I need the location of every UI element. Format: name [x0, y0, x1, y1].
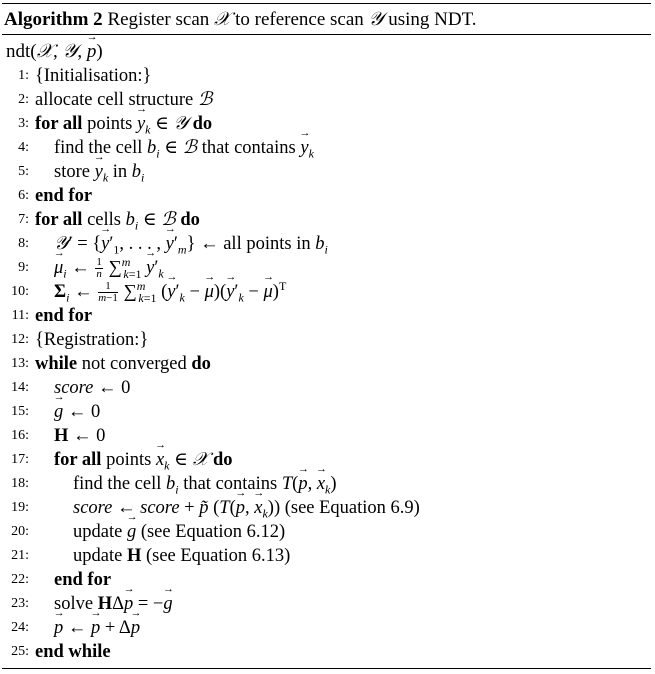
algo-line-19	[2, 496, 651, 520]
function-signature: ndt(𝒳, 𝒴, → p)	[6, 39, 103, 63]
algo-line-20	[2, 520, 651, 544]
algo-line-12	[2, 328, 651, 352]
algo-line-15	[2, 400, 651, 424]
line-text: end for	[35, 306, 93, 326]
line-text: find the cell $b_i$ that contains T(→ p, → $x_k$)	[73, 472, 337, 496]
algo-line-3	[2, 112, 651, 136]
line-number: 1:	[18, 68, 29, 83]
algo-line-18	[2, 472, 651, 496]
algo-line-13	[2, 352, 651, 376]
line-number: 16:	[11, 428, 29, 443]
algo-line-14	[2, 376, 651, 400]
line-text: 𝒴′ = {→ $y'_1$, . . . , → $y'_m$} ← all points in $b_i$	[54, 232, 328, 256]
line-text: for all cells $b_i$ ∈ ℬ do	[35, 209, 200, 233]
line-text: allocate cell structure ℬ	[35, 89, 213, 110]
line-number: 19:	[11, 500, 29, 515]
algo-line-22	[2, 568, 651, 592]
line-number: 2:	[18, 92, 29, 107]
line-text: H ← 0	[54, 426, 106, 446]
line-text: for all points → $x_k$ ∈ 𝒳 do	[54, 448, 233, 472]
line-text: end for	[35, 186, 93, 206]
line-number: 20:	[11, 524, 29, 539]
line-number: 10:	[11, 284, 29, 299]
line-number: 21:	[11, 548, 29, 563]
line-text: → p ← → p + Δ→ p	[54, 616, 140, 640]
line-text: solve HΔ→ p = −→ g	[54, 592, 173, 616]
line-text: {Registration:}	[35, 330, 149, 350]
line-text: $\Sigma_i$ ← $\frac{1}{m-1}$ ∑$^m_{k=1}$ (→ $y'_k$ − → $\mu)(\to y'_k$ − → μ)$^T$	[54, 280, 286, 304]
algorithm-caption	[4, 6, 651, 32]
line-number: 6:	[18, 188, 29, 203]
algo-line-9	[2, 256, 651, 280]
algo-line-6	[2, 184, 651, 208]
line-text: while not converged do	[35, 354, 211, 374]
line-text: find the cell $b_i$ ∈ ℬ that contains → $y_k$	[54, 136, 314, 160]
line-number: 9:	[18, 260, 29, 275]
algo-line-2	[2, 88, 651, 112]
line-text: update → g (see Equation 6.12)	[73, 520, 285, 544]
line-number: 25:	[11, 644, 29, 659]
line-number: 4:	[18, 140, 29, 155]
caption-label: Algorithm 2	[4, 9, 103, 30]
algo-line-8	[2, 232, 651, 256]
line-text: → g ← 0	[54, 400, 100, 424]
line-text: score ← 0	[54, 378, 131, 398]
line-text: → $\mu_i$ ← $\frac{1}{n}$ $\sum^m_{k=1} \to y'_k$	[54, 256, 164, 280]
line-number: 17:	[11, 452, 29, 467]
line-number: 8:	[18, 236, 29, 251]
line-text: end while	[35, 642, 111, 662]
line-number: 13:	[11, 356, 29, 371]
line-number: 3:	[18, 116, 29, 131]
line-number: 15:	[11, 404, 29, 419]
line-text: store → $y_k$ in $b_i$	[54, 160, 144, 184]
algo-line-21	[2, 544, 651, 568]
caption-rule	[2, 34, 651, 35]
line-number: 14:	[11, 380, 29, 395]
algo-line-10	[2, 280, 651, 304]
algo-line-1	[2, 64, 651, 88]
line-number: 22:	[11, 572, 29, 587]
line-number: 24:	[11, 620, 29, 635]
line-number: 5:	[18, 164, 29, 179]
caption-text: Register scan 𝒳 to reference scan 𝒴 using NDT.	[107, 8, 477, 30]
line-text: end for	[54, 570, 112, 590]
algorithm-box	[2, 3, 651, 669]
algo-line-5	[2, 160, 651, 184]
line-text: update H (see Equation 6.13)	[73, 546, 291, 566]
line-text: {Initialisation:}	[35, 66, 152, 86]
algo-line-24	[2, 616, 651, 640]
line-number: 18:	[11, 476, 29, 491]
algo-line-25	[2, 640, 651, 664]
line-text: for all points → $y_k$ ∈ 𝒴 do	[35, 112, 212, 136]
line-number: 7:	[18, 212, 29, 227]
algo-line-11	[2, 304, 651, 328]
algo-line-16	[2, 424, 651, 448]
line-number: 23:	[11, 596, 29, 611]
line-number: 12:	[11, 332, 29, 347]
line-number: 11:	[11, 308, 29, 323]
line-text: score ← score + p̃ (T(→ p, → $x_k$)) (see Equation 6.9)	[73, 496, 420, 520]
